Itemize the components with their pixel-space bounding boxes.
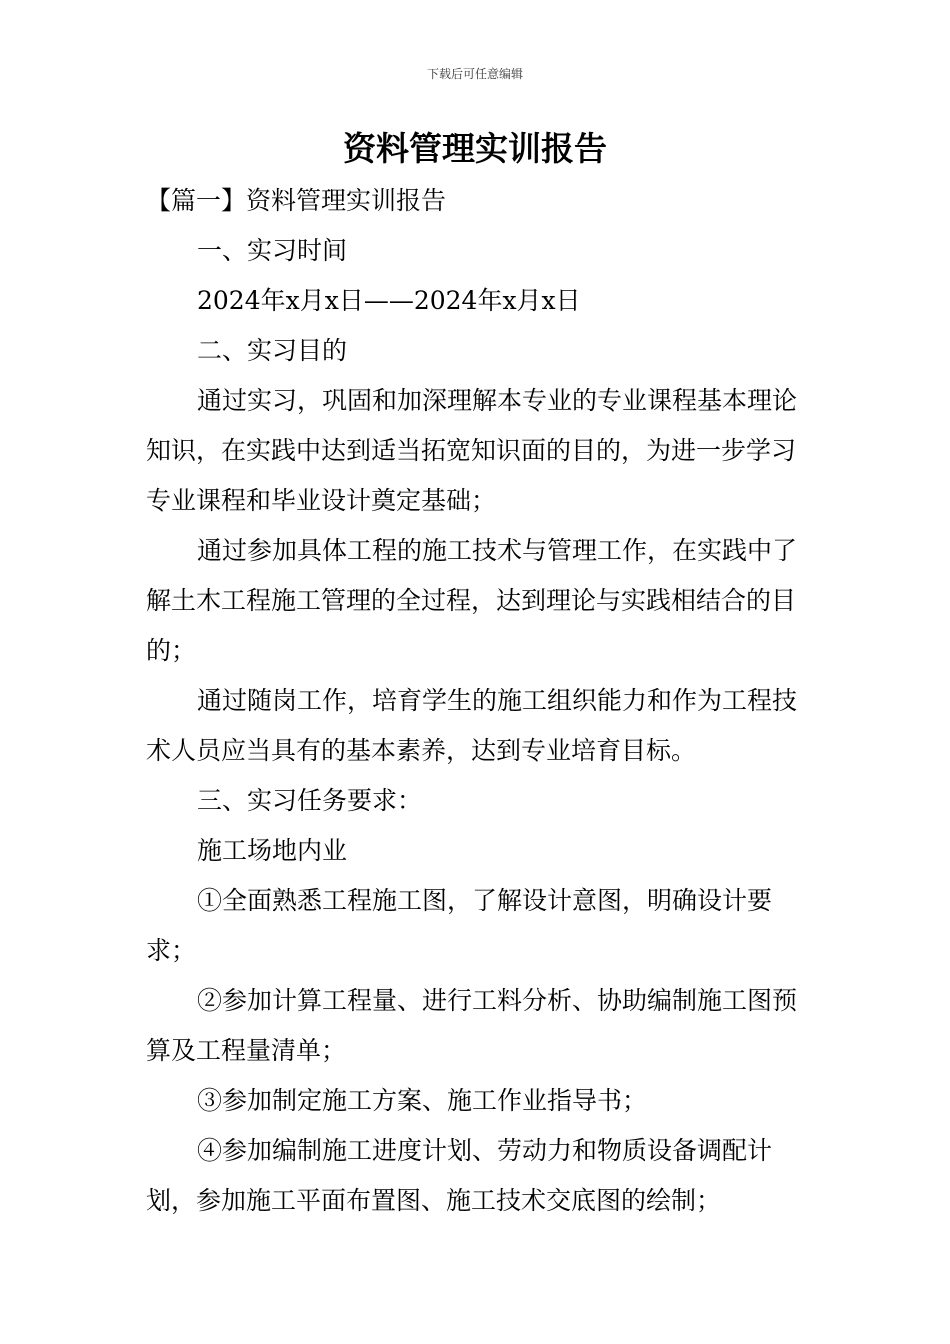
heading-internship-purpose: 二、实习目的: [197, 336, 348, 365]
heading-task-requirements: 三、实习任务要求：: [197, 786, 423, 815]
document-body: [146, 176, 808, 1226]
list-item-1: ①全面熟悉工程施工图，了解设计意图，明确设计要求；: [146, 886, 773, 965]
subheading-site-office-work: 施工场地内业: [197, 836, 348, 865]
document-title: 资料管理实训报告: [343, 129, 607, 168]
paragraph-purpose-1: 通过实习，巩固和加深理解本专业的专业课程基本理论知识，在实践中达到适当拓宽知识面的目的，为进一步学习专业课程和毕业设计奠定基础；: [146, 386, 798, 515]
list-item-2: ②参加计算工程量、进行工料分析、协助编制施工图预算及工程量清单；: [146, 986, 798, 1065]
paragraph-purpose-2: 通过参加具体工程的施工技术与管理工作，在实践中了解土木工程施工管理的全过程，达到理论与实践相结合的目的；: [146, 536, 798, 665]
heading-internship-time: 一、实习时间: [197, 236, 348, 265]
list-item-4: ④参加编制施工进度计划、劳动力和物质设备调配计划，参加施工平面布置图、施工技术交底图的绘制；: [146, 1136, 773, 1215]
header-note: 下载后可任意编辑: [426, 67, 523, 81]
paragraph-internship-dates: 2024年x月x日——2024年x月x日: [197, 286, 581, 315]
section-heading-part-one: 【篇一】资料管理实训报告: [146, 186, 447, 215]
paragraph-purpose-3: 通过随岗工作，培育学生的施工组织能力和作为工程技术人员应当具有的基本素养，达到专业培育目标。: [146, 686, 798, 765]
list-item-3: ③参加制定施工方案、施工作业指导书；: [197, 1086, 648, 1115]
